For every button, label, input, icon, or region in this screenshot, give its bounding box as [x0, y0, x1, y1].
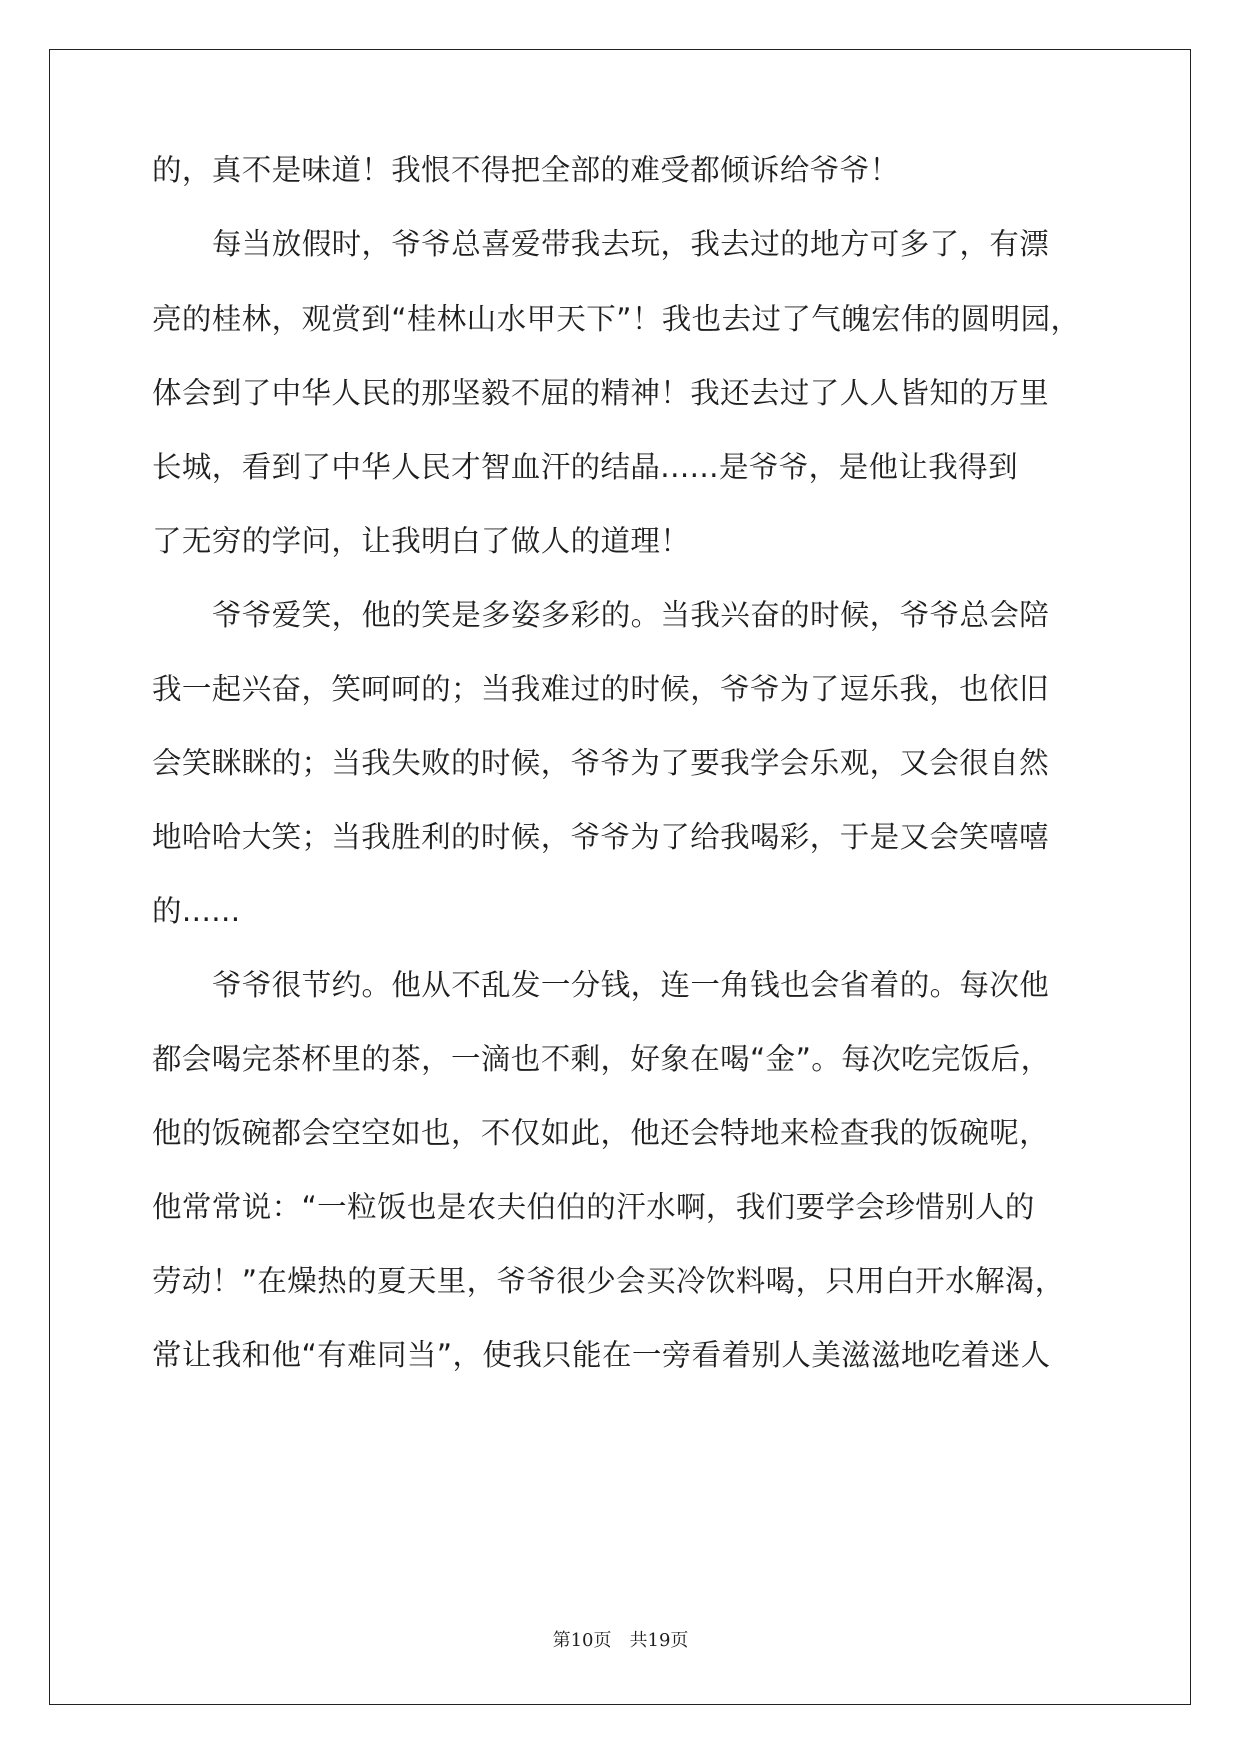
text-line: 体会到了中华人民的那坚毅不屈的精神！我还去过了人人皆知的万里 [152, 376, 1050, 410]
text-line: 我一起兴奋，笑呵呵的；当我难过的时候，爷爷为了逗乐我，也依旧 [152, 672, 1050, 706]
text-line: 地哈哈大笑；当我胜利的时候，爷爷为了给我喝彩，于是又会笑嘻嘻 [152, 820, 1050, 854]
page-border [49, 49, 1191, 1705]
text-line: 的，真不是味道！我恨不得把全部的难受都倾诉给爷爷！ [152, 153, 900, 187]
text-line: 他的饭碗都会空空如也，不仅如此，他还会特地来检查我的饭碗呢， [152, 1116, 1050, 1150]
text-line: 爷爷很节约。他从不乱发一分钱，连一角钱也会省着的。每次他 [212, 968, 1050, 1002]
text-line: 了无穷的学问，让我明白了做人的道理！ [152, 524, 691, 558]
text-line: 长城，看到了中华人民才智血汗的结晶......是爷爷，是他让我得到 [152, 450, 1018, 484]
text-line: 爷爷爱笑，他的笑是多姿多彩的。当我兴奋的时候，爷爷总会陪 [212, 598, 1050, 632]
page-number-footer: 第10页 共19页 [552, 1630, 689, 1651]
text-line: 劳动！”在燥热的夏天里，爷爷很少会买冷饮料喝，只用白开水解渴， [152, 1264, 1065, 1298]
text-line: 会笑眯眯的；当我失败的时候，爷爷为了要我学会乐观，又会很自然 [152, 746, 1050, 780]
text-line: 他常常说：“一粒饭也是农夫伯伯的汗水啊，我们要学会珍惜别人的 [152, 1190, 1035, 1224]
text-line: 常让我和他“有难同当”，使我只能在一旁看着别人美滋滋地吃着迷人 [152, 1338, 1051, 1372]
text-line: 亮的桂林，观赏到“桂林山水甲天下”！我也去过了气魄宏伟的圆明园， [152, 302, 1081, 336]
text-line: 都会喝完茶杯里的茶，一滴也不剩，好象在喝“金”。每次吃完饭后， [152, 1042, 1051, 1076]
text-line: 每当放假时，爷爷总喜爱带我去玩，我去过的地方可多了，有漂 [212, 227, 1050, 261]
text-line: 的...... [152, 894, 241, 928]
